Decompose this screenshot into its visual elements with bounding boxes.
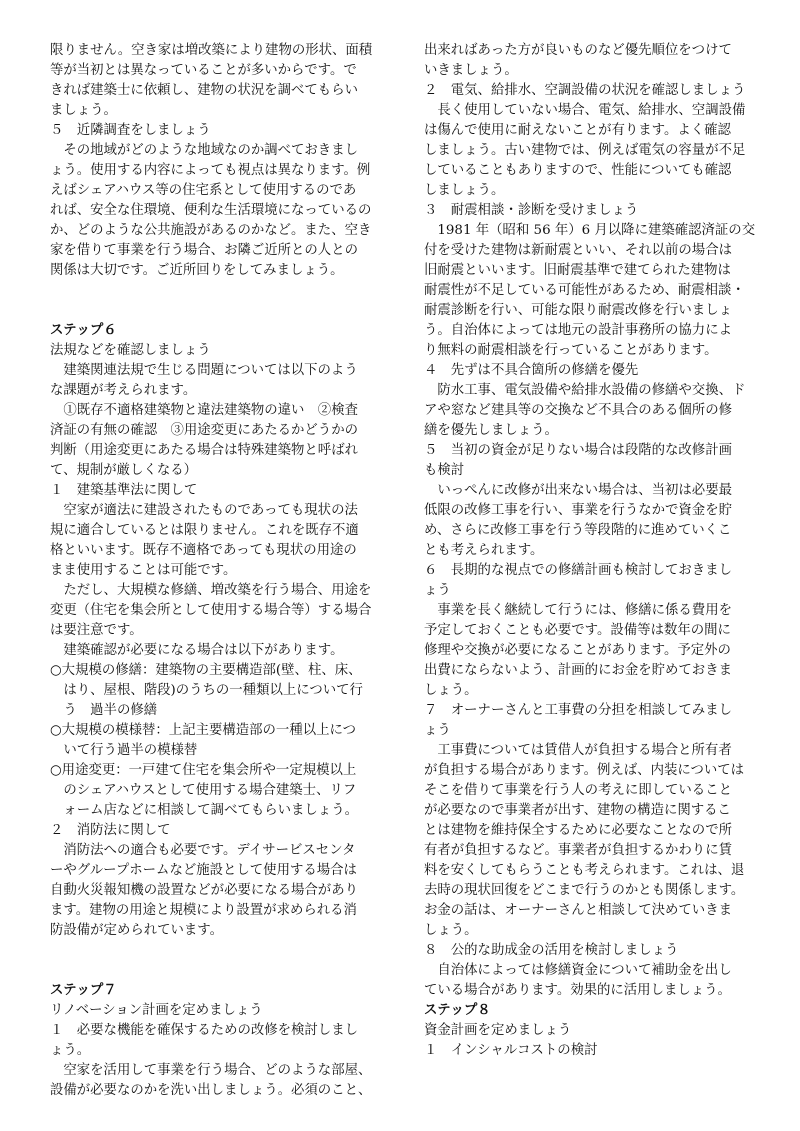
left-column	[50, 41, 380, 1101]
blank-line	[50, 941, 380, 961]
step6-line: 法規などを確認しましょう	[50, 343, 211, 358]
step6-line: 防設備が定められています。	[50, 923, 224, 938]
step6-line: て、規制が厳しくなる）	[50, 463, 198, 478]
paragraph-line: 低限の改修工事を行い、事業を行うなかで資金を貯	[424, 503, 732, 518]
step7-line: ょう。	[50, 1043, 91, 1058]
step6-line: 消防法への適合も必要です。デイサービスセンタ	[50, 843, 356, 858]
paragraph-line: ４ 先ずは不具合箇所の修繕を優先	[424, 363, 639, 378]
step6-line: 建築関連法規で生じる問題については以下のよう	[50, 363, 358, 378]
paragraph-line: ょう	[424, 583, 451, 598]
paragraph-line: いっぺんに改修が出来ない場合は、当初は必要最	[424, 483, 732, 498]
step6-line: ○用途変更：一戸建て住宅を集会所や一定規模以上	[50, 763, 357, 778]
paragraph-line: 旧耐震といいます。旧耐震基準で建てられた建物は	[424, 263, 731, 278]
paragraph-line: 予定しておくことも必要です。設備等は数年の間に	[424, 623, 731, 638]
paragraph-line: か、どのような公共施設があるのかなど。また、空き	[50, 223, 372, 238]
blank-line	[50, 281, 380, 301]
paragraph-line: していることもありますので、性能についても確認	[424, 163, 732, 178]
step6-line: は要注意です。	[50, 623, 143, 638]
step6-line: ます。建物の用途と規模により設置が求められる消	[50, 903, 357, 918]
step7-line: 設備が必要なのかを洗い出しましょう。必須のこと、	[50, 1083, 372, 1098]
paragraph-line: 耐震診断を行い、可能な限り耐震改修を行いましょ	[424, 303, 732, 318]
step6-line: 変更（住宅を集会所として使用する場合等）する場合	[50, 603, 372, 618]
step6-heading: ステップ６	[50, 323, 117, 338]
paragraph-line: きれば建築士に依頼し、建物の状況を調べてもらい	[50, 83, 358, 98]
paragraph-line: ８ 公的な助成金の活用を検討しましょう	[424, 943, 679, 958]
paragraph-line: ５ 当初の資金が足りない場合は段階的な改修計画	[424, 443, 732, 458]
paragraph-line: 修理や交換が必要になることがあります。予定外の	[424, 643, 731, 658]
paragraph-line: とも考えられます。	[424, 543, 544, 558]
paragraph-line: 出費にならないよう、計画的にお金を貯めておきま	[424, 663, 732, 678]
paragraph-line: ７ オーナーさんと工事費の分担を相談してみまし	[424, 703, 732, 718]
paragraph-line: 1981 年（昭和 56 年）6 月以降に建築確認済証の交	[424, 223, 756, 238]
step6-line: ○大規模の修繕：建築物の主要構造部(壁、柱、床、	[50, 663, 362, 678]
paragraph-line: れば、安全な住環境、便利な生活環境になっているの	[50, 203, 372, 218]
step6-line: ○大規模の模様替：上記主要構造部の一種以上につ	[50, 723, 357, 738]
paragraph-line: ましょう。	[50, 103, 117, 118]
step6-line: いて行う過半の模様替	[50, 743, 198, 758]
paragraph-line: アや窓など建具等の交換など不具合のある個所の修	[424, 403, 732, 418]
step6-line: 済証の有無の確認 ③用途変更にあたるかどうかの	[50, 423, 358, 438]
paragraph-line: 去時の現状回復をどこまで行うのかとも関係します。	[424, 883, 745, 898]
paragraph-line: 家を借りて事業を行う場合、お隣ご近所との人との	[50, 243, 358, 258]
paragraph-line: しょう。	[424, 923, 478, 938]
paragraph-line: ３ 耐震相談・診断を受けましょう	[424, 203, 639, 218]
step7-heading: ステップ７	[50, 983, 117, 998]
paragraph-line: その地域がどのような地域なのか調べておきまし	[50, 143, 358, 158]
paragraph-line: が必要なので事業者が出す、建物の構造に関するこ	[424, 803, 731, 818]
paragraph-line: そこを借りて事業を行う人の考えに即していること	[424, 783, 732, 798]
paragraph-line: が負担する場合があります。例えば、内装については	[424, 763, 745, 778]
paragraph-line: め、さらに改修工事を行う等段階的に進めていくこ	[424, 523, 732, 538]
step8-heading: ステップ８	[424, 1003, 491, 1018]
step6-line: う 過半の修繕	[50, 703, 158, 718]
right-column	[424, 41, 754, 1061]
paragraph-line: 自治体によっては修繕資金について補助金を出し	[424, 963, 732, 978]
paragraph-line: ２ 電気、給排水、空調設備の状況を確認しましょう	[424, 83, 746, 98]
paragraph-line: 等が当初とは異なっていることが多いからです。で	[50, 63, 357, 78]
step8-line: １ インシャルコストの検討	[424, 1043, 598, 1058]
paragraph-line: 長く使用していない場合、電気、給排水、空調設備	[424, 103, 746, 118]
paragraph-line: り無料の耐震相談を行っていることがあります。	[424, 343, 718, 358]
step7-line: １ 必要な機能を確保するための改修を検討しまし	[50, 1023, 358, 1038]
step6-line: １ 建築基準法に関して	[50, 483, 198, 498]
paragraph-line: 有者が負担するなど。事業者が負担するかわりに賃	[424, 843, 732, 858]
paragraph-line: ６ 長期的な視点での修繕計画も検討しておきまし	[424, 563, 732, 578]
step6-line: はり、屋根、階段)のうちの一種類以上について行	[50, 683, 363, 698]
paragraph-line: 事業を長く継続して行うには、修繕に係る費用を	[424, 603, 732, 618]
paragraph-line: 関係は大切です。ご近所回りをしてみましょう。	[50, 263, 344, 278]
paragraph-line: 限りません。空き家は増改築により建物の形状、面積	[50, 43, 373, 58]
step6-line: 自動火災報知機の設置などが必要になる場合があり	[50, 883, 358, 898]
step6-line: ①既存不適格建築物と違法建築物の違い ②検査	[50, 403, 358, 418]
paragraph-line: とは建物を維持保全するために必要なことなので所	[424, 823, 732, 838]
step6-line: な課題が考えられます。	[50, 383, 197, 398]
paragraph-line: 防水工事、電気設備や給排水設備の修繕や交換、ド	[424, 383, 746, 398]
step6-line: 建築確認が必要になる場合は以下があります。	[50, 643, 344, 658]
step6-line: 格といいます。既存不適格であっても現状の用途の	[50, 543, 357, 558]
paragraph-line: 工事費については賃借人が負担する場合と所有者	[424, 743, 732, 758]
step8-line: 資金計画を定めましょう	[424, 1023, 572, 1038]
blank-line	[50, 301, 380, 321]
paragraph-line: えばシェアハウス等の住宅系として使用するのであ	[50, 183, 357, 198]
paragraph-line: お金の話は、オーナーさんと相談して決めていきま	[424, 903, 732, 918]
step6-line: ォーム店などに相談して調べてもらいましょう。	[50, 803, 358, 818]
blank-line	[50, 961, 380, 981]
paragraph-line: いきましょう。	[424, 63, 518, 78]
step6-line: ーやグループホームなど施設として使用する場合は	[50, 863, 357, 878]
step7-line: リノベーション計画を定めましょう	[50, 1003, 263, 1018]
paragraph-line: ょう	[424, 723, 451, 738]
step6-line: 規に適合しているとは限りません。これを既存不適	[50, 523, 359, 538]
paragraph-line: しょう。	[424, 683, 478, 698]
paragraph-line: ている場合があります。効果的に活用しましょう。	[424, 983, 731, 998]
paragraph-line: しましょう。古い建物では、例えば電気の容量が不足	[424, 143, 746, 158]
paragraph-line: ５ 近隣調査をしましょう	[50, 123, 211, 138]
paragraph-line: 料を安くしてもらうことも考えられます。これは、退	[424, 863, 745, 878]
paragraph-line: 耐震性が不足している可能性があるため、耐震相談・	[424, 283, 745, 298]
step6-line: ２ 消防法に関して	[50, 823, 171, 838]
paragraph-line: う。自治体によっては地元の設計事務所の協力によ	[424, 323, 732, 338]
paragraph-line: ょう。使用する内容によっても視点は異なります。例	[50, 163, 371, 178]
step6-line: ただし、大規模な修繕、増改築を行う場合、用途を	[50, 583, 372, 598]
step7-line: 空家を活用して事業を行う場合、どのような部屋、	[50, 1063, 372, 1078]
step6-line: のシェアハウスとして使用する場合建築士、リフ	[50, 783, 357, 798]
paragraph-line: 付を受けた建物は新耐震といい、それ以前の場合は	[424, 243, 732, 258]
paragraph-line: は傷んで使用に耐えないことが有ります。よく確認	[424, 123, 731, 138]
step6-line: 空家が適法に建設されたものであっても現状の法	[50, 503, 358, 518]
paragraph-line: しましょう。	[424, 183, 505, 198]
step6-line: まま使用することは可能です。	[50, 563, 237, 578]
paragraph-line: も検討	[424, 463, 465, 478]
step6-line: 判断（用途変更にあたる場合は特殊建築物と呼ばれ	[50, 443, 358, 458]
paragraph-line: 出来ればあった方が良いものなど優先順位をつけて	[424, 43, 732, 58]
paragraph-line: 繕を優先しましょう。	[424, 423, 558, 438]
